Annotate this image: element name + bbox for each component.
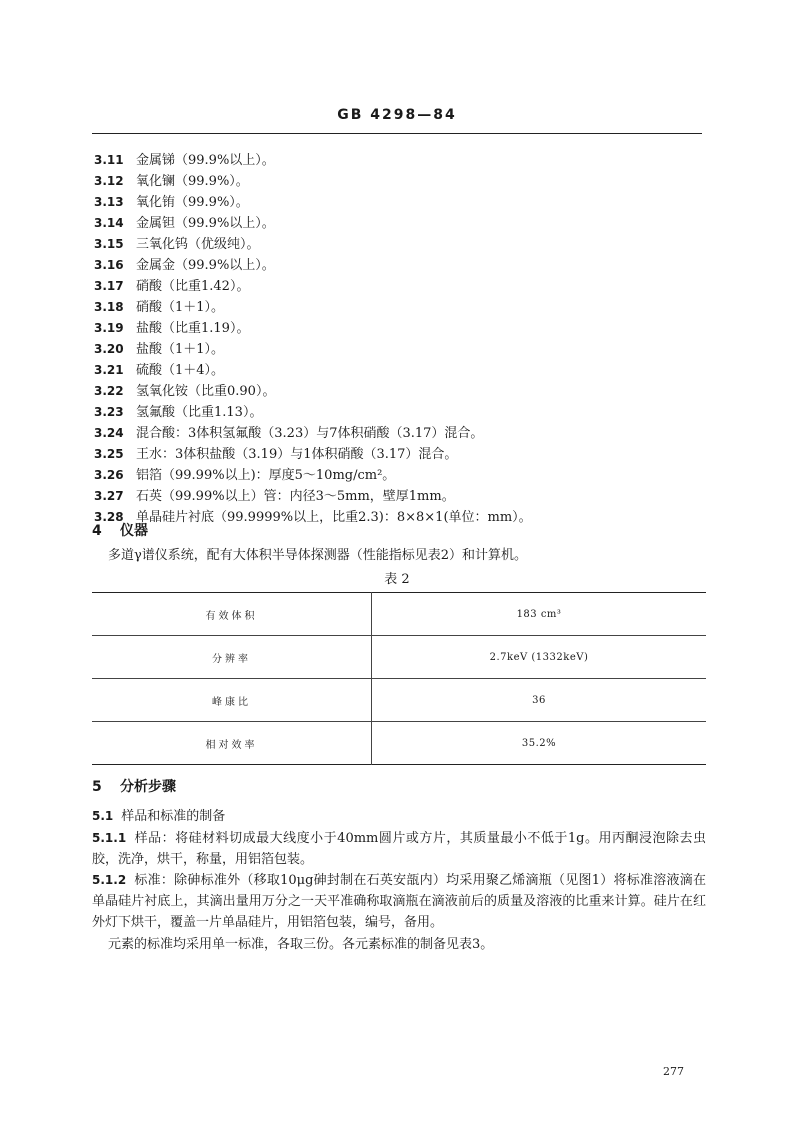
header-rule — [92, 133, 702, 134]
item-number: 3.19 — [94, 321, 124, 335]
item-number: 3.17 — [94, 279, 124, 293]
subsection-title: 样品和标准的制备 — [121, 809, 226, 824]
list-item — [94, 402, 714, 423]
list-item — [94, 318, 714, 339]
item-text: 盐酸（1＋1）。 — [136, 342, 225, 357]
item-number: 3.21 — [94, 363, 124, 377]
item-number: 3.16 — [94, 258, 124, 272]
table-key: 峰康比 — [92, 679, 372, 722]
table-key: 相对效率 — [92, 722, 372, 765]
item-number: 3.20 — [94, 342, 124, 356]
section-number: 5 — [92, 779, 102, 795]
item-number: 3.18 — [94, 300, 124, 314]
item-number: 3.22 — [94, 384, 124, 398]
clause-number: 5.1.2 — [92, 873, 127, 887]
list-item — [94, 360, 714, 381]
clause-text: 标准：除砷标准外（移取10μg砷封制在石英安瓿内）均采用聚乙烯滴瓶（见图1）将标准溶液滴在单晶硅片衬底上，其滴出量用万分之一天平准确称取滴瓶在滴液前后的质量及溶液的比重来计算。硅片在红外灯下烘干，覆盖一片单晶硅片，用铝箔包装，编号，备用。 — [92, 873, 706, 930]
list-item — [94, 255, 714, 276]
page-number: 277 — [663, 1065, 684, 1078]
item-text: 氢氟酸（比重1.13）。 — [136, 405, 263, 420]
item-text: 王水：3体积盐酸（3.19）与1体积硝酸（3.17）混合。 — [136, 447, 458, 462]
item-number: 3.26 — [94, 468, 124, 482]
item-text: 氢氧化铵（比重0.90）。 — [136, 384, 276, 399]
list-item — [94, 465, 714, 486]
item-number: 3.24 — [94, 426, 124, 440]
list-item — [94, 276, 714, 297]
clause-text: 样品：将硅材料切成最大线度小于40mm圆片或方片，其质量最小不低于1g。用丙酮浸泡除去虫胶，洗净，烘干，称量，用铝箔包装。 — [92, 831, 706, 867]
list-item — [94, 171, 714, 192]
reagent-list — [94, 150, 714, 528]
item-number: 3.11 — [94, 153, 124, 167]
list-item — [94, 507, 714, 528]
list-item — [94, 213, 714, 234]
item-text: 铝箔（99.99%以上)：厚度5～10mg/cm²。 — [136, 468, 396, 483]
clause-number: 5.1.1 — [92, 831, 127, 845]
list-item — [94, 192, 714, 213]
table-caption: 表 2 — [384, 572, 410, 587]
item-number: 3.28 — [94, 510, 124, 524]
item-text: 硝酸（1＋1）。 — [136, 300, 225, 315]
item-text: 盐酸（比重1.19）。 — [136, 321, 250, 336]
item-number: 3.14 — [94, 216, 124, 230]
paragraph-standards-note: 元素的标准均采用单一标准，各取三份。各元素标准的制备见表3。 — [108, 937, 494, 952]
table-value: 2.7keV (1332keV) — [372, 636, 707, 679]
instrument-intro: 多道γ谱仪系统，配有大体积半导体探测器（性能指标见表2）和计算机。 — [108, 548, 528, 563]
item-text: 三氧化钨（优级纯）。 — [136, 237, 260, 252]
table-row — [92, 636, 706, 679]
section-number: 4 — [92, 523, 102, 539]
item-number: 3.13 — [94, 195, 124, 209]
section-4-heading — [92, 520, 148, 540]
list-item — [94, 444, 714, 465]
list-item — [94, 297, 714, 318]
table-value: 35.2% — [372, 722, 707, 765]
list-item — [94, 381, 714, 402]
list-item — [94, 339, 714, 360]
list-item — [94, 486, 714, 507]
list-item — [94, 234, 714, 255]
section-5-heading — [92, 776, 176, 796]
item-number: 3.25 — [94, 447, 124, 461]
table-value: 36 — [372, 679, 707, 722]
item-text: 硝酸（比重1.42）。 — [136, 279, 250, 294]
item-text: 石英（99.99%以上）管：内径3～5mm，壁厚1mm。 — [136, 489, 455, 504]
item-text: 氧化铕（99.9%）。 — [136, 195, 249, 210]
list-item — [94, 150, 714, 171]
item-number: 3.12 — [94, 174, 124, 188]
table-row — [92, 593, 706, 636]
document-header: GB 4298—84 — [337, 107, 457, 123]
detector-spec-table — [92, 592, 706, 765]
table-row — [92, 679, 706, 722]
item-text: 金属钽（99.9%以上）。 — [136, 216, 275, 231]
item-text: 氧化镧（99.9%）。 — [136, 174, 249, 189]
table-row — [92, 722, 706, 765]
item-text: 硫酸（1＋4）。 — [136, 363, 225, 378]
paragraph-5-1-2 — [92, 870, 706, 933]
list-item — [94, 423, 714, 444]
item-text: 金属金（99.9%以上）。 — [136, 258, 275, 273]
item-text: 金属锑（99.9%以上）。 — [136, 153, 275, 168]
subsection-5-1 — [92, 806, 712, 827]
section-title: 仪器 — [120, 523, 148, 539]
paragraph-5-1-1 — [92, 828, 706, 870]
item-text: 单晶硅片衬底（99.9999%以上，比重2.3)：8×8×1(单位：mm）。 — [136, 510, 532, 525]
table-value: 183 cm³ — [516, 608, 562, 620]
item-text: 混合酸：3体积氢氟酸（3.23）与7体积硝酸（3.17）混合。 — [136, 426, 484, 441]
item-number: 3.15 — [94, 237, 124, 251]
section-title: 分析步骤 — [120, 779, 176, 795]
table-key: 分辨率 — [92, 636, 372, 679]
table-key: 有效体积 — [92, 593, 372, 636]
item-number: 3.27 — [94, 489, 124, 503]
subsection-number: 5.1 — [92, 809, 114, 823]
item-number: 3.23 — [94, 405, 124, 419]
